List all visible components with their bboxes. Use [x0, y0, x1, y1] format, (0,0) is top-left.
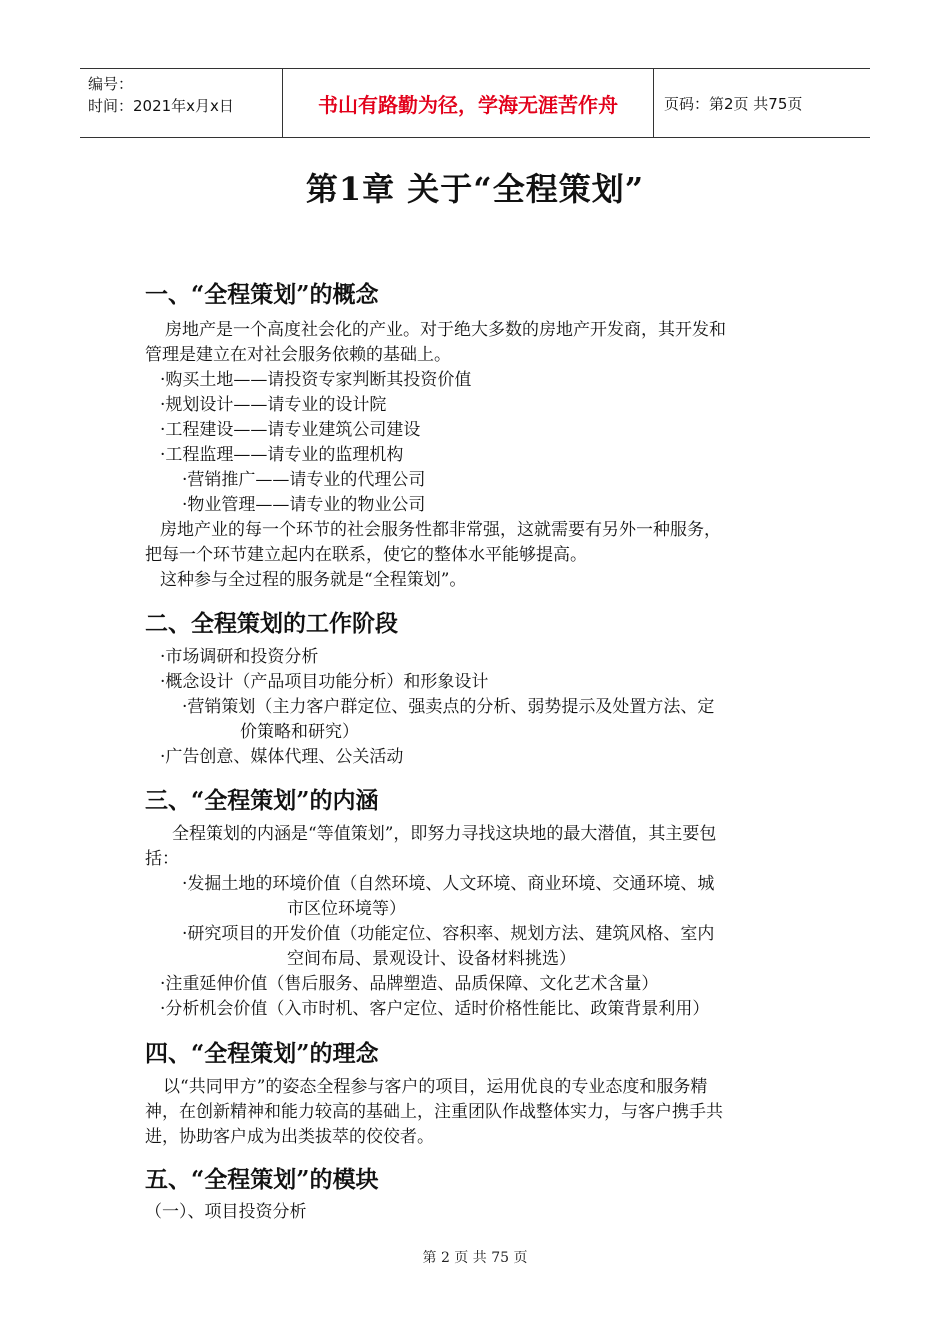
page-footer: 第 2 页 共 75 页	[422, 1250, 528, 1266]
paragraph-line: 进，协助客户成为出类拔萃的佼佼者。	[145, 1127, 434, 1147]
paragraph-line: 把每一个环节建立起内在联系，使它的整体水平能够提高。	[145, 545, 587, 565]
paragraph-line: 房地产是一个高度社会化的产业。对于绝大多数的房地产开发商，其开发和	[165, 320, 726, 340]
section-heading-concept: 一、“全程策划”的概念	[145, 281, 379, 308]
header-motto: 书山有路勤为径，学海无涯苦作舟	[282, 69, 654, 137]
section-heading-modules: 五、“全程策划”的模块	[145, 1166, 379, 1193]
list-item: ·购买土地——请投资专家判断其投资价值	[160, 370, 472, 390]
list-item: ·研究项目的开发价值（功能定位、容积率、规划方法、建筑风格、室内	[182, 924, 715, 944]
list-item-continuation: 价策略和研究）	[240, 722, 359, 742]
paragraph-line: 全程策划的内涵是“等值策划”，即努力寻找这块地的最大潜值，其主要包	[172, 824, 717, 844]
page-header	[80, 68, 870, 138]
list-item: ·工程监理——请专业的监理机构	[160, 445, 404, 465]
paragraph-line: 这种参与全过程的服务就是“全程策划”。	[160, 570, 467, 590]
list-item: ·工程建设——请专业建筑公司建设	[160, 420, 421, 440]
list-item: ·注重延伸价值（售后服务、品牌塑造、品质保障、文化艺术含量）	[160, 974, 659, 994]
paragraph-line: 管理是建立在对社会服务依赖的基础上。	[145, 345, 451, 365]
paragraph-line: 以“共同甲方”的姿态全程参与客户的项目，运用优良的专业态度和服务精	[163, 1077, 708, 1097]
section-heading-connotation: 三、“全程策划”的内涵	[145, 787, 379, 814]
header-meta	[80, 69, 282, 137]
list-item-continuation: 空间布局、景观设计、设备材料挑选）	[287, 949, 576, 969]
paragraph-line: 房地产业的每一个环节的社会服务性都非常强，这就需要有另外一种服务，	[160, 520, 721, 540]
subsection-heading: （一）、项目投资分析	[145, 1202, 307, 1222]
section-heading-philosophy: 四、“全程策划”的理念	[145, 1040, 379, 1067]
list-item: ·规划设计——请专业的设计院	[160, 395, 387, 415]
list-item: ·物业管理——请专业的物业公司	[182, 495, 426, 515]
paragraph-line: 神，在创新精神和能力较高的基础上，注重团队作战整体实力，与客户携手共	[145, 1102, 723, 1122]
paragraph-line: 括：	[145, 849, 179, 869]
list-item: ·概念设计（产品项目功能分析）和形象设计	[160, 672, 489, 692]
section-heading-work-stages: 二、全程策划的工作阶段	[145, 610, 398, 637]
list-item: ·发掘土地的环境价值（自然环境、人文环境、商业环境、交通环境、城	[182, 874, 715, 894]
header-page-info: 页码：第2页 共75页	[664, 94, 803, 113]
chapter-title: 第1章 关于“全程策划”	[305, 170, 645, 208]
document-date: 时间：2021年x月x日	[88, 97, 234, 115]
list-item: ·分析机会价值（入市时机、客户定位、适时价格性能比、政策背景利用）	[160, 999, 710, 1019]
list-item: ·营销策划（主力客户群定位、强卖点的分析、弱势提示及处置方法、定	[182, 697, 715, 717]
list-item: ·广告创意、媒体代理、公关活动	[160, 747, 404, 767]
list-item-continuation: 市区位环境等）	[287, 899, 406, 919]
list-item: ·营销推广——请专业的代理公司	[182, 470, 426, 490]
list-item: ·市场调研和投资分析	[160, 647, 319, 667]
document-number-label: 编号：	[88, 75, 134, 93]
